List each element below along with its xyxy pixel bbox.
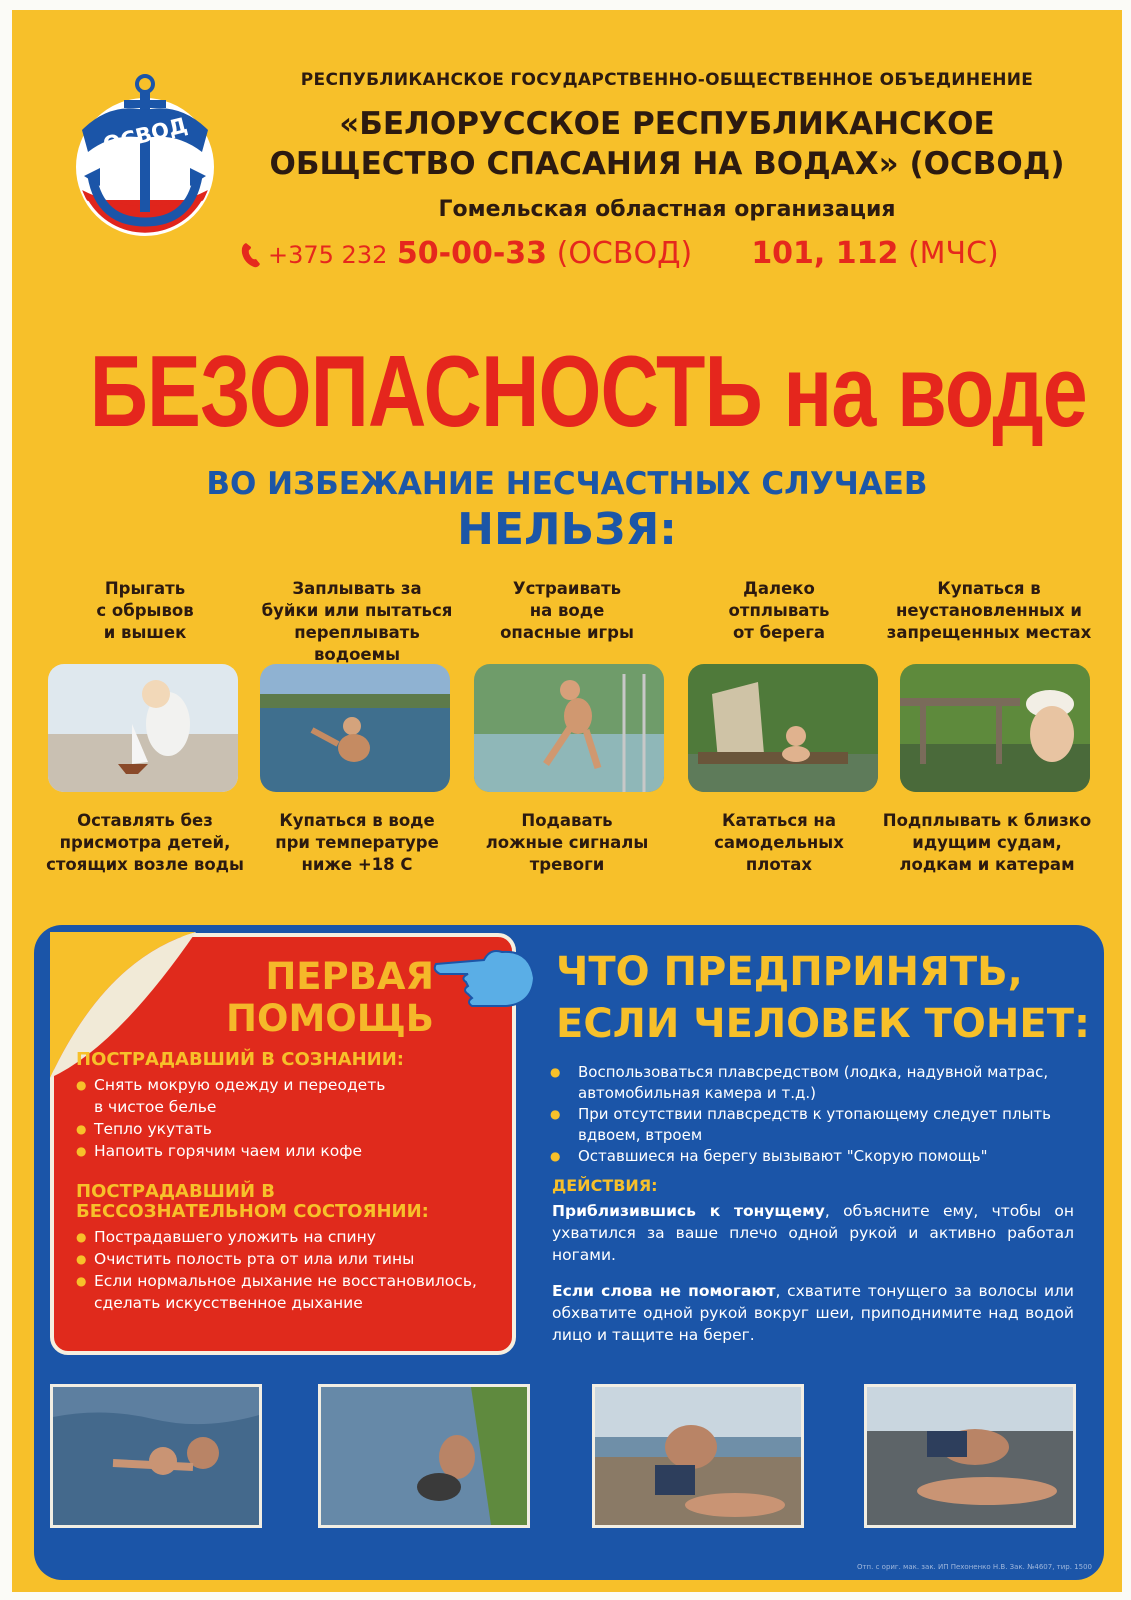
prohibition-caption-top: Заплывать за буйки или пытаться переплывать водоемы bbox=[261, 579, 453, 664]
contact-phones bbox=[240, 236, 1110, 271]
prohibition-caption-top: Купаться в неустановленных и запрещенных местах bbox=[886, 579, 1092, 642]
pointing-hand-icon bbox=[432, 942, 536, 1012]
photo-rescue-breathing bbox=[864, 1384, 1076, 1528]
forbidden-heading: НЕЛЬЗЯ: bbox=[457, 504, 677, 555]
list-item: ● При отсутствии плавсредств к утопающему следует плыть вдвоем, втроем bbox=[550, 1104, 1078, 1146]
phone-number: 50-00-33 bbox=[396, 236, 548, 271]
prohibition-caption-top: Прыгать с обрывов и вышек bbox=[96, 579, 194, 642]
phone-org: (ОСВОД) bbox=[556, 236, 693, 271]
prohibition-caption-bottom: Оставлять без присмотра детей, стоящих возле воды bbox=[46, 811, 244, 874]
list-item: ● Очистить полость рта от ила или тины bbox=[76, 1248, 496, 1270]
phone-icon bbox=[240, 241, 262, 269]
actions-heading: ДЕЙСТВИЯ: bbox=[552, 1176, 658, 1195]
prohibition-caption-top: Далеко отплывать от берега bbox=[728, 579, 830, 642]
logo-text: ОСВОД bbox=[100, 112, 190, 157]
photo-boy-jumping bbox=[474, 664, 664, 792]
org-branch: Гомельская областная организация bbox=[438, 197, 896, 222]
prohibition-caption-bottom: Купаться в воде при температуре ниже +18 С bbox=[275, 811, 439, 874]
org-name-line2: ОБЩЕСТВО СПАСАНИЯ НА ВОДАХ» (ОСВОД) bbox=[269, 146, 1065, 182]
list-item: ● Если нормальное дыхание не восстановилось, сделать искусственное дыхание bbox=[76, 1270, 496, 1314]
list-item: ● Оставшиеся на берегу вызывают "Скорую помощь" bbox=[550, 1146, 1078, 1167]
list-item: ● Тепло укутать bbox=[76, 1118, 496, 1140]
prohibition-caption-bottom: Подплывать к близко идущим судам, лодкам и катерам bbox=[882, 811, 1092, 874]
action-bold: Если слова не помогают bbox=[552, 1282, 776, 1300]
conscious-list bbox=[76, 1074, 496, 1162]
subtitle: ВО ИЗБЕЖАНИЕ НЕСЧАСТНЫХ СЛУЧАЕВ bbox=[206, 466, 928, 502]
unconscious-heading: ПОСТРАДАВШИЙ В БЕССОЗНАТЕЛЬНОМ СОСТОЯНИИ: bbox=[76, 1181, 429, 1222]
drowning-list bbox=[550, 1062, 1078, 1167]
action-text: , схватите тонущего за волосы или обхватите одной рукой вокруг шеи, приподнимите над водой лицо и тащите на берег. bbox=[552, 1282, 1074, 1344]
prohibition-caption-bottom: Подавать ложные сигналы тревоги bbox=[485, 811, 649, 874]
page-title: БЕЗОПАСНОСТЬ на воде bbox=[89, 334, 1087, 448]
prohibition-caption-top: Устраивать на воде опасные игры bbox=[500, 579, 634, 642]
photo-raft bbox=[688, 664, 878, 792]
org-type: РЕСПУБЛИКАНСКОЕ ГОСУДАРСТВЕННО-ОБЩЕСТВЕННОЕ ОБЪЕДИНЕНИЕ bbox=[300, 70, 1034, 90]
phone-prefix: +375 232 bbox=[268, 241, 388, 269]
prohibition-caption-bottom: Кататься на самодельных плотах bbox=[714, 811, 844, 874]
list-item: ● Напоить горячим чаем или кофе bbox=[76, 1140, 496, 1162]
photo-child-by-pier bbox=[900, 664, 1090, 792]
action-text: , объясните ему, чтобы он ухватился за ваше плечо одной рукой и активно работал ногами. bbox=[552, 1202, 1074, 1264]
list-item: ● Пострадавшего уложить на спину bbox=[76, 1226, 496, 1248]
action-bold: Приблизившись к тонущему bbox=[552, 1202, 825, 1220]
print-footnote: Отп. с ориг. мак. зак. ИП Пехоненко Н.В. Зак. №4607, тир. 1500 bbox=[856, 1563, 1092, 1571]
photo-rescue-shore bbox=[318, 1384, 530, 1528]
emergency-org: (МЧС) bbox=[907, 236, 999, 271]
photo-rescue-cpr bbox=[592, 1384, 804, 1528]
photo-rescue-swim bbox=[50, 1384, 262, 1528]
drowning-title: ЧТО ПРЕДПРИНЯТЬ, ЕСЛИ ЧЕЛОВЕК ТОНЕТ: bbox=[556, 949, 1090, 1047]
org-name-line1: «БЕЛОРУССКОЕ РЕСПУБЛИКАНСКОЕ bbox=[339, 106, 995, 142]
osvod-logo bbox=[70, 72, 220, 242]
org-name bbox=[222, 104, 1112, 184]
emergency-numbers: 101, 112 bbox=[751, 236, 899, 271]
action-paragraph bbox=[552, 1200, 1074, 1266]
first-aid-title: ПЕРВАЯ ПОМОЩЬ bbox=[226, 955, 434, 1040]
action-paragraph bbox=[552, 1280, 1074, 1346]
photo-child-at-water bbox=[48, 664, 238, 792]
list-item: ● Воспользоваться плавсредством (лодка, надувной матрас, автомобильная камера и т.д.) bbox=[550, 1062, 1078, 1104]
unconscious-list bbox=[76, 1226, 496, 1314]
conscious-heading: ПОСТРАДАВШИЙ В СОЗНАНИИ: bbox=[76, 1049, 404, 1070]
list-item: ● Снять мокрую одежду и переодеть в чистое белье bbox=[76, 1074, 496, 1118]
poster bbox=[12, 10, 1122, 1592]
photo-boy-swimming bbox=[260, 664, 450, 792]
